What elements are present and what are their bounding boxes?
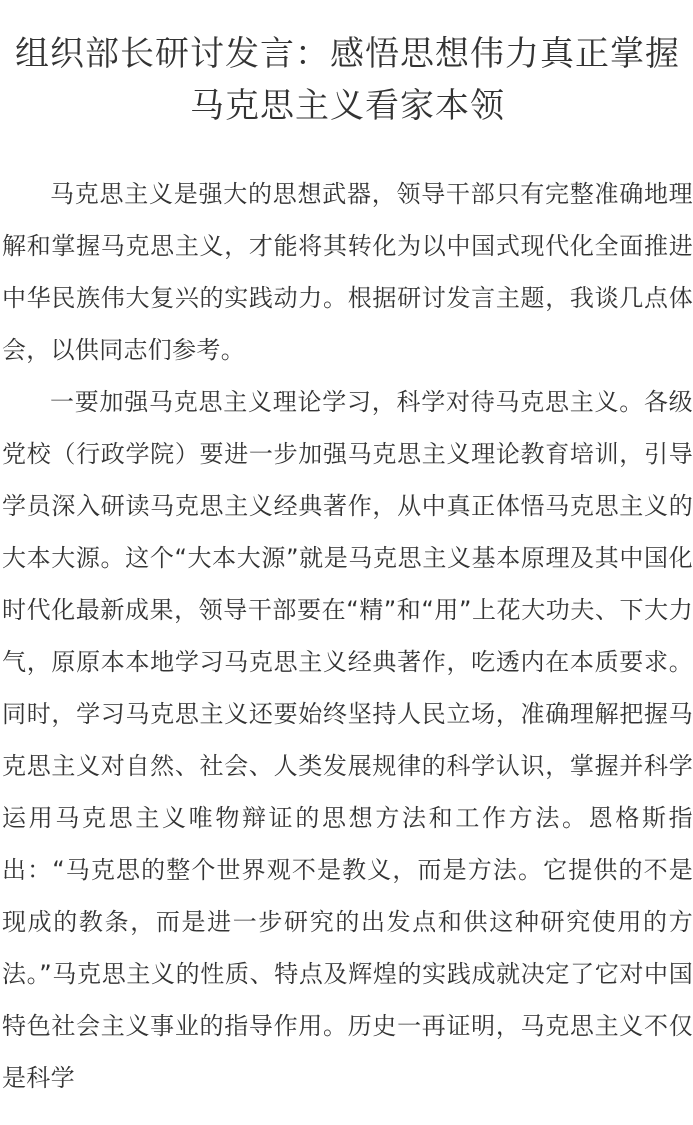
article-body [2, 168, 693, 1104]
paragraph-intro: 马克思主义是强大的思想武器，领导干部只有完整准确地理解和掌握马克思主义，才能将其转化为以中国式现代化全面推进中华民族伟大复兴的实践动力。根据研讨发言主题，我谈几点体会，以供同志们参考。 [2, 180, 693, 364]
article-title: 组织部长研讨发言：感悟思想伟力真正掌握马克思主义看家本领 [15, 34, 680, 126]
article [0, 28, 693, 1104]
paragraph-theory-study: 一要加强马克思主义理论学习，科学对待马克思主义。各级党校（行政学院）要进一步加强马克思主义理论教育培训，引导学员深入研读马克思主义经典著作，从中真正体悟马克思主义的大本大源。这个“大本大源”就是马克思主义基本原理及其中国化时代化最新成果，领导干部要在“精”和“用”上花大功夫、下大力气，原原本本地学习马克思主义经典著作，吃透内在本质要求。同时，学习马克思主义还要始终坚持人民立场，准确理解把握马克思主义对自然、社会、人类发展规律的科学认识，掌握并科学运用马克思主义唯物辩证的思想方法和工作方法。恩格斯指出：“马克思的整个世界观不是教义，而是方法。它提供的不是现成的教条，而是进一步研究的出发点和供这种研究使用的方法。”马克思主义的性质、特点及辉煌的实践成就决定了它对中国特色社会主义事业的指导作用。历史一再证明，马克思主义不仅是科学 [2, 388, 693, 1092]
